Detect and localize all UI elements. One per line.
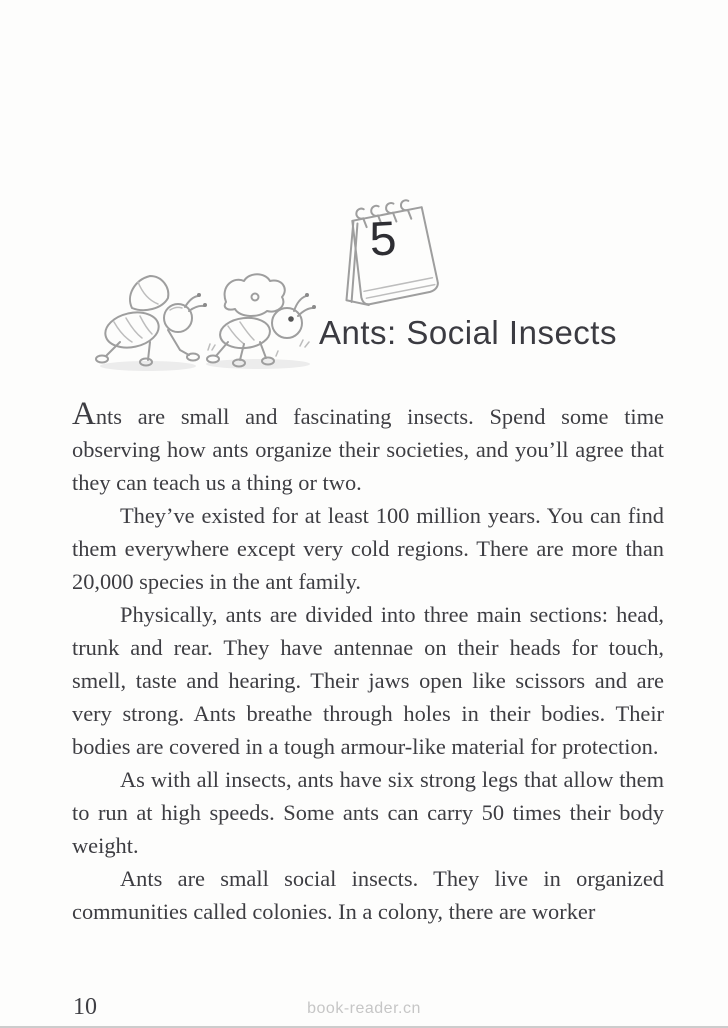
ant-left	[96, 276, 207, 366]
chapter-number: 5	[368, 212, 398, 267]
paragraph: Ants are small social insects. They live in organized communities called colonies. In a colony, there are worker	[72, 866, 664, 924]
lead-initial-cap: A	[72, 396, 96, 432]
watermark: book-reader.cn	[307, 1000, 421, 1017]
page-number: 10	[73, 994, 97, 1020]
paragraph: As with all insects, ants have six strong legs that allow them to run at high speeds. Some ants can carry 50 times their body weight.	[72, 767, 664, 858]
page-title: Ants: Social Insects	[319, 314, 617, 351]
lead-paragraph-text: nts are small and fascinating insects. Spend some time observing how ants organize their societies, and you’ll agree that they can teach us a thing or two.	[72, 404, 664, 495]
paragraph: Physically, ants are divided into three main sections: head, trunk and rear. They have antennae on their heads for touch, smell, taste and hearing. Their jaws open like scissors and are very strong. Ants breathe through holes in their bodies. Their bodies are covered in a tough armour-like material for protection.	[72, 602, 664, 759]
ant-right	[207, 274, 316, 366]
ants-illustration-icon	[88, 270, 323, 380]
paragraph: They’ve existed for at least 100 million years. You can find them everywhere except very cold regions. There are more than 20,000 species in the ant family.	[72, 503, 664, 594]
chapter-body	[72, 398, 664, 928]
paragraph-lead	[72, 398, 664, 499]
